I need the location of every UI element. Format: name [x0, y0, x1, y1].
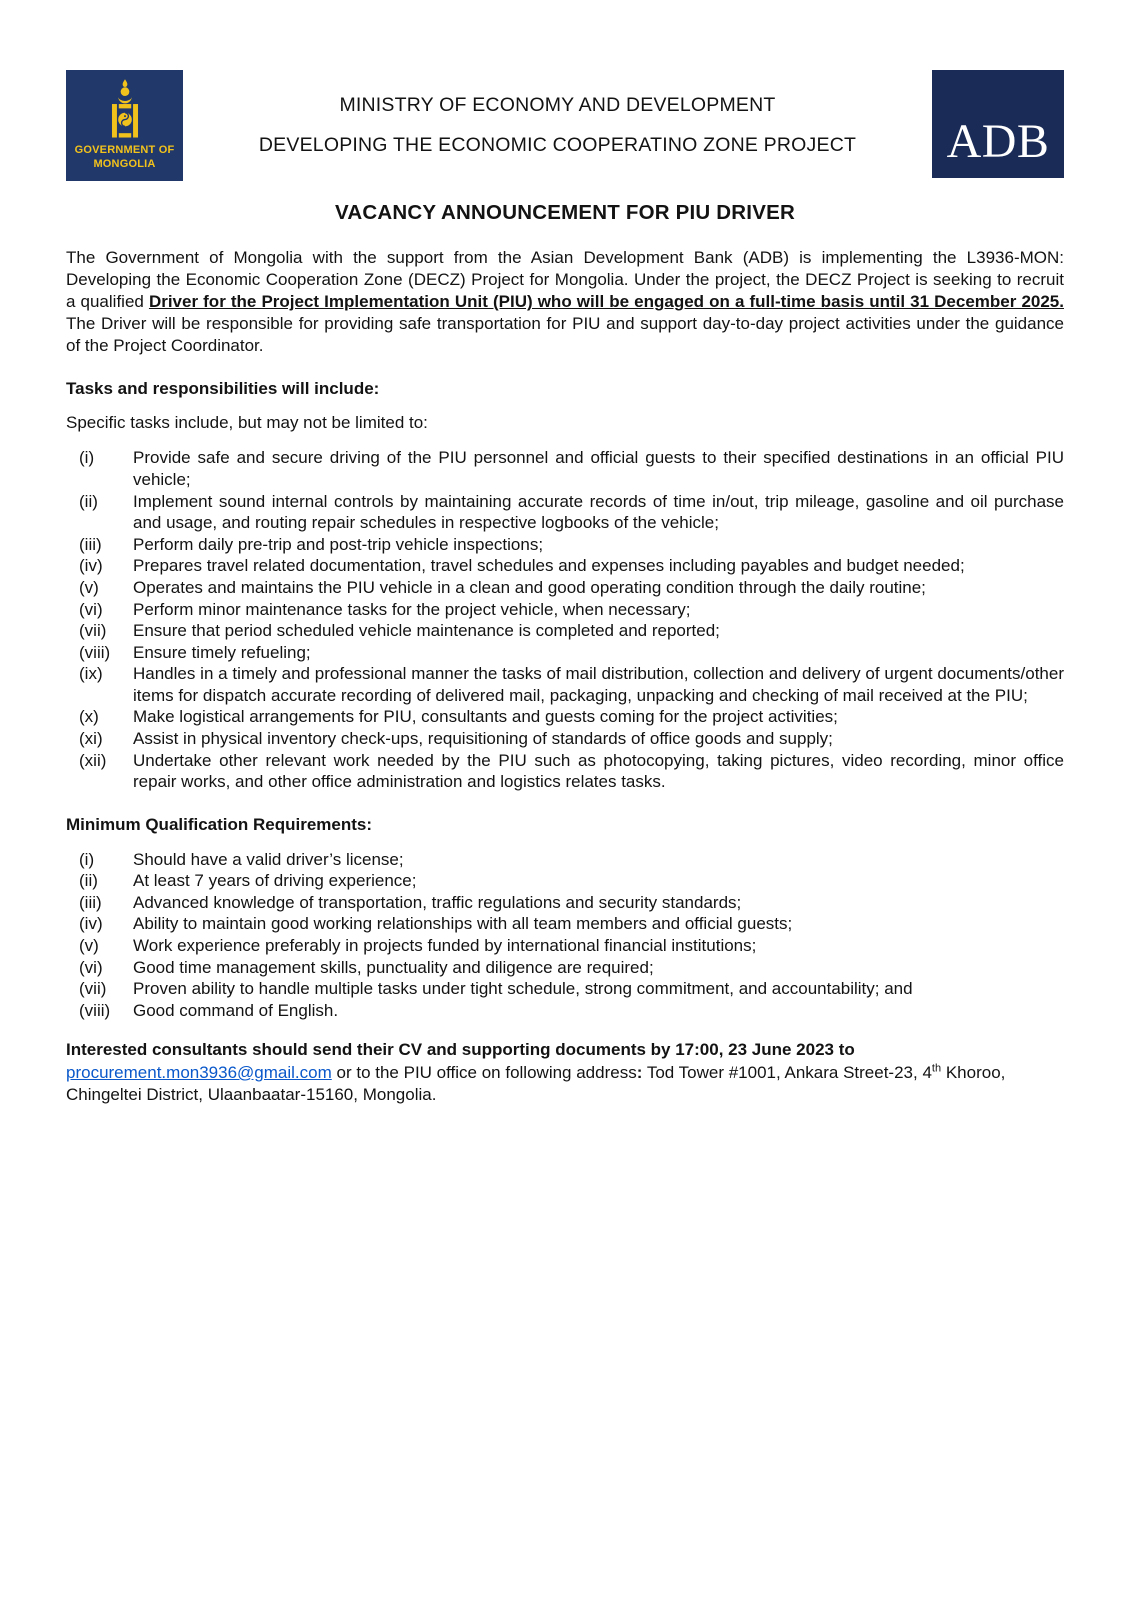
- item-text: Handles in a timely and professional manner the tasks of mail distribution, collection and delivery of urgent documents/other items for dispatch accurate recording of delivered mail, packaging, unpacking and checking of mail received at the PIU;: [133, 664, 1064, 705]
- task-item: [66, 620, 1064, 642]
- item-text: Implement sound internal controls by maintaining accurate records of time in/out, trip mileage, gasoline and oil purchase and usage, and routing repair schedules in respective logbooks of the vehicle;: [133, 491, 1064, 533]
- task-item: [66, 728, 1064, 750]
- task-item: [66, 642, 1064, 664]
- task-item: [66, 706, 1064, 728]
- item-text: Ensure timely refueling;: [133, 642, 311, 662]
- item-number: (ii): [79, 491, 98, 511]
- item-text: Good time management skills, punctuality and diligence are required;: [133, 957, 654, 977]
- tasks-list: [66, 447, 1064, 792]
- intro-tail: The Driver will be responsible for providing safe transportation for PIU and support day-to-day project activities under the guidance of the Project Coordinator.: [66, 314, 1064, 356]
- item-text: Good command of English.: [133, 1000, 339, 1020]
- page-title: VACANCY ANNOUNCEMENT FOR PIU DRIVER: [335, 201, 795, 224]
- qualification-item: [66, 849, 1064, 871]
- closing-ordinal-suffix: th: [931, 1062, 942, 1075]
- item-number: (i): [79, 849, 95, 869]
- project-name: DEVELOPING THE ECONOMIC COOPERATINO ZONE PROJECT: [258, 134, 857, 156]
- item-number: (viii): [79, 1000, 111, 1020]
- qualification-item: [66, 957, 1064, 979]
- item-number: (v): [79, 936, 99, 956]
- government-logo-text: GOVERNMENT OF MONGOLIA: [74, 144, 175, 170]
- qualifications-heading: Minimum Qualification Requirements:: [66, 814, 373, 834]
- item-number: (xii): [79, 750, 107, 770]
- item-text: Prepares travel related documentation, travel schedules and expenses including payables and budget needed;: [133, 556, 965, 576]
- item-text: At least 7 years of driving experience;: [133, 871, 417, 891]
- item-number: (iv): [79, 914, 103, 934]
- task-item: [66, 534, 1064, 556]
- task-item: [66, 491, 1064, 534]
- soyombo-symbol-icon: [106, 78, 144, 140]
- task-item: [66, 577, 1064, 599]
- item-number: (ix): [79, 664, 103, 684]
- closing-address-a: Tod Tower #1001, Ankara Street-23, 4: [646, 1062, 932, 1082]
- qualification-item: [66, 870, 1064, 892]
- item-text: Ability to maintain good working relationships with all team members and official guests;: [133, 914, 793, 934]
- item-number: (vii): [79, 621, 107, 641]
- item-text: Perform minor maintenance tasks for the project vehicle, when necessary;: [133, 599, 691, 619]
- adb-logo: [932, 70, 1064, 178]
- item-text: Make logistical arrangements for PIU, consultants and guests coming for the project activities;: [133, 707, 838, 727]
- closing-middle: or to the PIU office on following address: [336, 1062, 637, 1082]
- qualification-item: [66, 913, 1064, 935]
- item-text: Assist in physical inventory check-ups, requisitioning of standards of office goods and supply;: [133, 728, 833, 748]
- closing-address-b: Khoroo, Chingeltei District, Ulaanbaatar-15160, Mongolia.: [66, 1062, 1006, 1105]
- item-number: (i): [79, 448, 95, 468]
- item-text: Proven ability to handle multiple tasks under tight schedule, strong commitment, and accountability; and: [133, 979, 913, 999]
- item-text: Should have a valid driver’s license;: [133, 849, 404, 869]
- qualification-item: [66, 1000, 1064, 1022]
- closing-colon: :: [636, 1062, 643, 1082]
- header-titles: [183, 70, 932, 157]
- item-text: Provide safe and secure driving of the PIU personnel and official guests to their specified destinations in an official PIU vehicle;: [133, 448, 1064, 490]
- tasks-subheading: Specific tasks include, but may not be limited to:: [66, 413, 428, 433]
- task-item: [66, 447, 1064, 490]
- task-item: [66, 555, 1064, 577]
- item-number: (iv): [79, 556, 103, 576]
- tasks-heading: Tasks and responsibilities will include:: [66, 379, 380, 399]
- item-text: Undertake other relevant work needed by the PIU such as photocopying, taking pictures, video recording, minor office repair works, and other office administration and logistics relates tasks.: [133, 750, 1064, 792]
- ministry-name: MINISTRY OF ECONOMY AND DEVELOPMENT: [339, 94, 776, 116]
- item-number: (vi): [79, 957, 103, 977]
- document-header: [66, 70, 1064, 181]
- item-number: (xi): [79, 728, 103, 748]
- item-text: Work experience preferably in projects funded by international financial institutions;: [133, 936, 757, 956]
- intro-lead: The Government of Mongolia with the support from the Asian Development Bank (ADB) is implementing the L3936-MON: Developing the Economic Cooperation Zone (DECZ) Project for Mongolia. Under the project, the DECZ Project is seeking to recruit a qualified: [66, 248, 1064, 312]
- item-number: (viii): [79, 642, 111, 662]
- item-number: (v): [79, 577, 99, 597]
- intro-emphasis: Driver for the Project Implementation Unit (PIU) who will be engaged on a full-time basis until 31 December 2025.: [148, 292, 1064, 312]
- qualification-item: [66, 892, 1064, 914]
- item-number: (vii): [79, 979, 107, 999]
- qualifications-list: [66, 849, 1064, 1022]
- item-number: (iii): [79, 892, 102, 912]
- task-item: [66, 750, 1064, 793]
- adb-logo-text: ADB: [946, 115, 1050, 168]
- qualification-item: [66, 935, 1064, 957]
- closing-bold-lead: Interested consultants should send their CV and supporting documents by 17:00, 23 June 2023 to: [66, 1040, 855, 1060]
- task-item: [66, 599, 1064, 621]
- item-number: (vi): [79, 599, 103, 619]
- qualification-item: [66, 978, 1064, 1000]
- intro-paragraph: [66, 247, 1064, 357]
- item-text: Perform daily pre-trip and post-trip vehicle inspections;: [133, 534, 544, 554]
- government-of-mongolia-logo: [66, 70, 183, 181]
- item-text: Ensure that period scheduled vehicle maintenance is completed and reported;: [133, 621, 720, 641]
- closing-paragraph: [66, 1039, 1064, 1106]
- item-number: (ii): [79, 871, 98, 891]
- task-item: [66, 663, 1064, 706]
- item-number: (iii): [79, 534, 102, 554]
- item-text: Advanced knowledge of transportation, traffic regulations and security standards;: [133, 892, 742, 912]
- email-link[interactable]: procurement.mon3936@gmail.com: [66, 1062, 332, 1082]
- item-number: (x): [79, 707, 99, 727]
- item-text: Operates and maintains the PIU vehicle in a clean and good operating condition through the daily routine;: [133, 577, 926, 597]
